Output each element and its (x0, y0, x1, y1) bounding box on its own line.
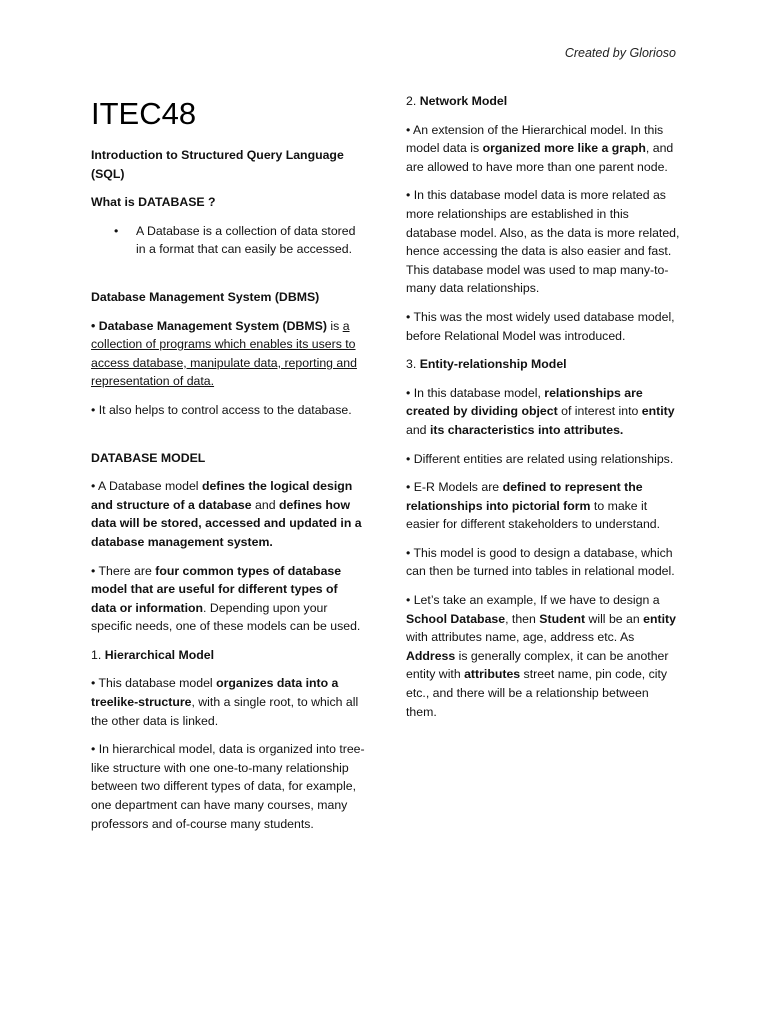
text: • Let’s take an example, If we have to design a (406, 593, 660, 608)
text: , and are allowed to have more than one parent node. (406, 141, 674, 174)
bold-text: • Database Management System (DBMS) (91, 318, 327, 333)
network-paragraph-1 (406, 121, 680, 177)
network-paragraph-2: • In this database model data is more related as more relationships are established in this database model. Also, as the data is more related, hence accessing the data is also easier and fast. This database model was used to map many-to-many data relationships. (406, 188, 680, 296)
dbms-paragraph-2: • It also helps to control access to the database. (91, 402, 352, 417)
bold-text: Address (406, 648, 456, 663)
text: , then (505, 611, 540, 626)
bold-text: entity (643, 611, 676, 626)
hierarchical-paragraph-2: • In hierarchical model, data is organized into tree-like structure with one one-to-many relationship between two different types of data, for example, one department can have many courses, many professors and of-course many students. (91, 742, 365, 831)
text: with attributes name, age, address etc. As (406, 630, 635, 645)
text: • In this database model, (406, 385, 545, 400)
bold-text: four common types of database model that are useful for different types of data or information (91, 563, 342, 615)
text: . Depending upon your specific needs, one of these models can be used. (91, 600, 361, 634)
network-paragraph-3: • This was the most widely used database model, before Relational Model was introduced. (406, 309, 675, 343)
section-number: 3. (406, 357, 420, 372)
document-title: ITEC48 (91, 96, 197, 131)
text: • E-R Models are (406, 480, 503, 495)
what-is-database-list (91, 222, 366, 259)
text: , with a single root, to which all the other data is linked. (91, 695, 359, 728)
bold-text: School Database (406, 611, 506, 626)
text: and (251, 497, 279, 512)
what-is-database-heading: What is DATABASE ? (91, 195, 216, 210)
bold-text: entity (641, 404, 675, 419)
right-column (406, 92, 680, 731)
hierarchical-model-heading (91, 646, 366, 665)
underlined-text: a collection of programs which enables its users to access database, manipulate data, reporting and representation of data. (91, 318, 357, 389)
bold-text: attributes (464, 667, 521, 682)
left-column (91, 96, 366, 843)
er-paragraph-2: • Different entities are related using relationships. (406, 451, 674, 466)
bold-text: its characteristics into attributes. (429, 422, 624, 437)
er-paragraph-4: • This model is good to design a database, which can then be turned into tables in relational model. (406, 545, 675, 579)
database-model-paragraph-1 (91, 477, 366, 551)
dbms-heading: Database Management System (DBMS) (91, 289, 320, 304)
text: • This database model (91, 676, 217, 691)
section-label: Network Model (419, 94, 508, 108)
bold-text: Student (539, 611, 586, 626)
bold-text: organized more like a graph (482, 141, 646, 156)
er-paragraph-5 (406, 591, 680, 721)
author-credit: Created by Glorioso (564, 46, 676, 60)
section-label: Entity-relationship Model (419, 357, 567, 372)
text: and (406, 422, 430, 437)
section-label: Hierarchical Model (104, 647, 215, 662)
text: • There are (91, 563, 156, 578)
dbms-paragraph-1 (91, 317, 366, 391)
text: • An extension of the Hierarchical model. In this model data is (406, 122, 664, 156)
section-number: 1. (91, 647, 105, 662)
text: is generally complex, it can be another entity with (406, 648, 669, 682)
bold-text: defines the logical design and structure of a database (91, 479, 353, 512)
spacer (91, 269, 366, 288)
document-subtitle: Introduction to Structured Query Language (SQL) (91, 148, 344, 181)
list-item: • A Database is a collection of data stored in a format that can easily be accessed. (91, 222, 366, 259)
er-model-heading (406, 355, 680, 374)
text: to make it easier for different stakeholders to understand. (406, 498, 661, 532)
bold-text: organizes data into a treelike-structure (91, 676, 339, 710)
hierarchical-paragraph-1 (91, 674, 366, 730)
network-model-heading (406, 92, 680, 111)
text: • A Database model (91, 479, 202, 494)
spacer (91, 430, 366, 449)
bold-text: relationships are created by dividing object (406, 385, 643, 419)
text: will be an (585, 611, 644, 626)
text: street name, pin code, city etc., and there will be a relationship between them. (406, 667, 668, 719)
text: is (326, 318, 343, 333)
er-paragraph-1 (406, 384, 680, 440)
text: of interest into (557, 404, 642, 419)
er-paragraph-3 (406, 478, 680, 534)
database-model-paragraph-2 (91, 562, 366, 636)
bold-text: defined to represent the relationships into pictorial form (406, 480, 643, 513)
bold-text: defines how data will be stored, accessed and updated in a database management system. (91, 497, 362, 549)
database-model-heading: DATABASE MODEL (91, 450, 206, 465)
section-number: 2. (406, 94, 420, 108)
